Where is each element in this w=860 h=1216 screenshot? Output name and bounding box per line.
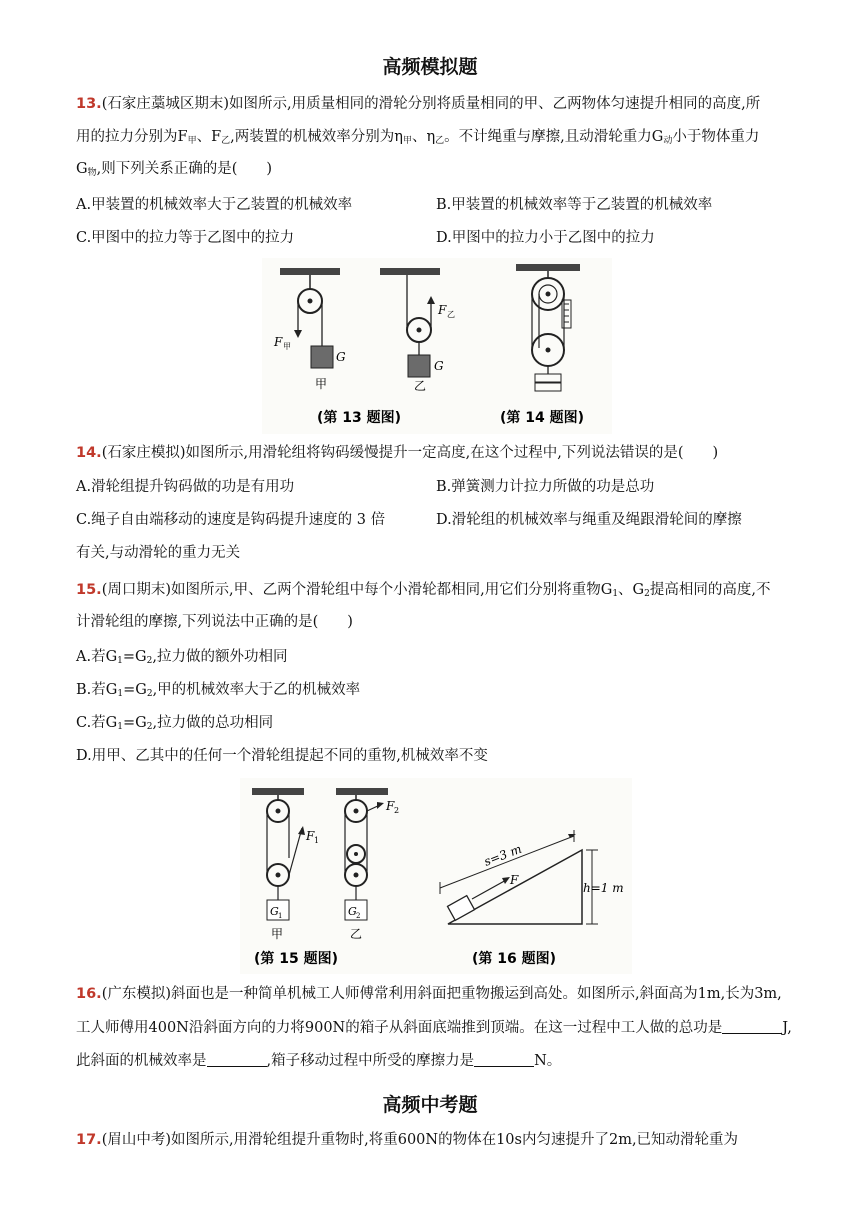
q16-text3b: ,箱子移动过程中所受的摩擦力是 [266,1053,475,1069]
label-f: F [510,873,519,887]
q15-number: 15. [76,582,102,598]
q15-text1c: 提高相同的高度,不 [649,582,771,598]
q16-text3a: 此斜面的机械效率是 [76,1053,207,1069]
q13-option-c: C.甲图中的拉力等于乙图中的拉力 [76,230,295,246]
q15-opt-text: A.若G [76,649,118,665]
figure-13-14 [262,258,612,434]
q14-stem-text: (石家庄模拟)如图所示,用滑轮组将钩码缓慢提升一定高度,在这个过程中,下列说法错误的是( ) [101,445,719,461]
q15-line2: 计滑轮组的摩擦,下列说法中正确的是( ) [76,614,353,630]
q14-option-b: B.弹簧测力计拉力所做的功是总功 [436,479,655,495]
label-g2-sub: 2 [356,912,361,920]
label-g1-sub: 1 [278,912,283,920]
q15-opt-text: C.若G [76,715,118,731]
q13-text1: (石家庄藁城区期末)如图所示,用质量相同的滑轮分别将质量相同的甲、乙两物体匀速提升相同的高度,所 [101,96,761,112]
label-g1: G [270,905,279,918]
q17-line1 [76,1130,796,1150]
q16-text2a: 工人师傅用400N沿斜面方向的力将900N的箱子从斜面底端推到顶端。在这一过程中工人做的总功是 [76,1020,723,1036]
caption-fig15: (第 15 题图) [254,951,339,967]
q14-stem [76,443,796,463]
q16-text2b: J, [782,1020,792,1036]
q13-number: 13. [76,96,102,112]
q16-line3 [76,1051,796,1071]
q13-text3b: ,则下列关系正确的是( ) [96,161,273,177]
q15-option-c [76,713,796,737]
pulley-block-diagram [516,264,580,391]
q13-text2b: 、F [196,129,222,145]
q15-opt-text: ,拉力做的额外功相同 [152,649,288,665]
q15-opt-text: ,甲的机械效率大于乙的机械效率 [152,682,361,698]
q14-option-a: A.滑轮组提升钩码做的功是有用功 [76,479,295,495]
movable-pulley-diagram [380,268,440,377]
q15-opt-text: =G [122,649,147,665]
q13-line1 [76,94,796,114]
q13-text2c: ,两装置的机械效率分别为η [230,129,403,145]
q13-line2 [76,127,796,151]
q16-line1 [76,984,796,1004]
q13-sub: 乙 [221,136,231,146]
q13-sub: 甲 [402,136,412,146]
q15-sub: 1 [117,656,123,666]
figure-15-16 [240,778,632,974]
q15-opt-text: B.若G [76,682,118,698]
q13-sub: 物 [87,168,97,178]
q13-text2f: 小于物体重力 [672,129,760,145]
label-g-yi: G [434,359,444,373]
label-f2-sub: 2 [394,806,400,815]
q15-opt-text: =G [123,682,147,698]
label-yi-15: 乙 [350,927,363,941]
answer-blank-efficiency[interactable] [207,1052,267,1067]
q13-option-d: D.甲图中的拉力小于乙图中的拉力 [436,230,655,246]
q15-text1b: 、G [618,582,645,598]
q15-sub: 1 [117,722,124,732]
label-h: h=1 m [583,881,624,895]
q13-text3a: G [76,161,88,177]
answer-blank-total-work[interactable] [722,1019,782,1034]
label-f-jia: F [274,335,283,349]
q15-sub: 2 [644,589,650,599]
figure-13-14-drawing [262,258,612,434]
q15-sub: 2 [146,656,153,666]
q16-text3c: N。 [534,1053,562,1069]
q15-opt-text: =G [123,715,147,731]
q15-sub: 1 [612,589,619,599]
section-heading-exam: 高频中考题 [382,1094,478,1116]
q13-option-a: A.甲装置的机械效率大于乙装置的机械效率 [76,197,353,213]
label-f2: F [386,799,395,813]
q15-sub: 1 [117,689,124,699]
caption-fig14: (第 14 题图) [500,410,585,426]
figure-15-16-drawing [240,778,632,974]
fixed-pulley-diagram [280,268,340,368]
q13-sub: 动 [663,136,673,146]
label-f1: F [306,829,315,843]
q15-option-a [76,647,796,671]
q15-sub: 2 [146,689,153,699]
q15-line1 [76,580,796,604]
q13-text2e: 。不计绳重与摩擦,且动滑轮重力G [444,129,664,145]
label-g2: G [348,905,357,918]
q15-sub: 2 [146,722,153,732]
section-heading-mock: 高频模拟题 [382,56,478,78]
label-jia: 甲 [315,377,328,391]
label-yi: 乙 [414,379,427,393]
label-f-yi: F [438,303,447,317]
pulley-block-yi-diagram [336,788,388,920]
caption-fig16: (第 16 题图) [472,951,557,967]
pulley-block-jia-diagram [252,788,305,920]
q15-opt-text: ,拉力做的总功相同 [152,715,274,731]
q14-option-c: C.绳子自由端移动的速度是钩码提升速度的 3 倍 [76,512,386,528]
q16-number: 16. [76,986,102,1002]
label-g-jia: G [336,350,346,364]
q14-number: 14. [76,445,102,461]
q15-option-b [76,680,796,704]
answer-blank-friction[interactable] [474,1052,534,1067]
label-jia-15: 甲 [271,927,284,941]
q17-text1: (眉山中考)如图所示,用滑轮组提升重物时,将重600N的物体在10s内匀速提升了2m,已知动滑轮重为 [101,1132,739,1148]
q15-text1a: (周口期末)如图所示,甲、乙两个滑轮组中每个小滑轮都相同,用它们分别将重物G [101,582,613,598]
q13-text2d: 、η [411,129,436,145]
q14-option-d: D.滑轮组的机械效率与绳重及绳跟滑轮间的摩擦 [436,512,742,528]
q13-sub: 乙 [435,136,445,146]
label-f-yi-sub: 乙 [447,310,455,319]
q15-option-d: D.用甲、乙其中的任何一个滑轮组提起不同的重物,机械效率不变 [76,748,488,764]
q16-text1: (广东模拟)斜面也是一种简单机械工人师傅常利用斜面把重物搬运到高处。如图所示,斜面高为1m,长为3m, [101,986,782,1002]
q14-option-d-cont: 有关,与动滑轮的重力无关 [76,545,241,561]
q13-line3 [76,159,796,183]
label-f1-sub: 1 [314,836,320,845]
q13-sub: 甲 [187,136,197,146]
q13-option-b: B.甲装置的机械效率等于乙装置的机械效率 [436,197,713,213]
caption-fig13: (第 13 题图) [317,410,402,426]
q17-number: 17. [76,1132,102,1148]
label-f-jia-sub: 甲 [283,342,291,351]
q13-text2a: 用的拉力分别为F [76,129,188,145]
q16-line2 [76,1018,796,1038]
label-s: s=3 m [482,841,524,869]
